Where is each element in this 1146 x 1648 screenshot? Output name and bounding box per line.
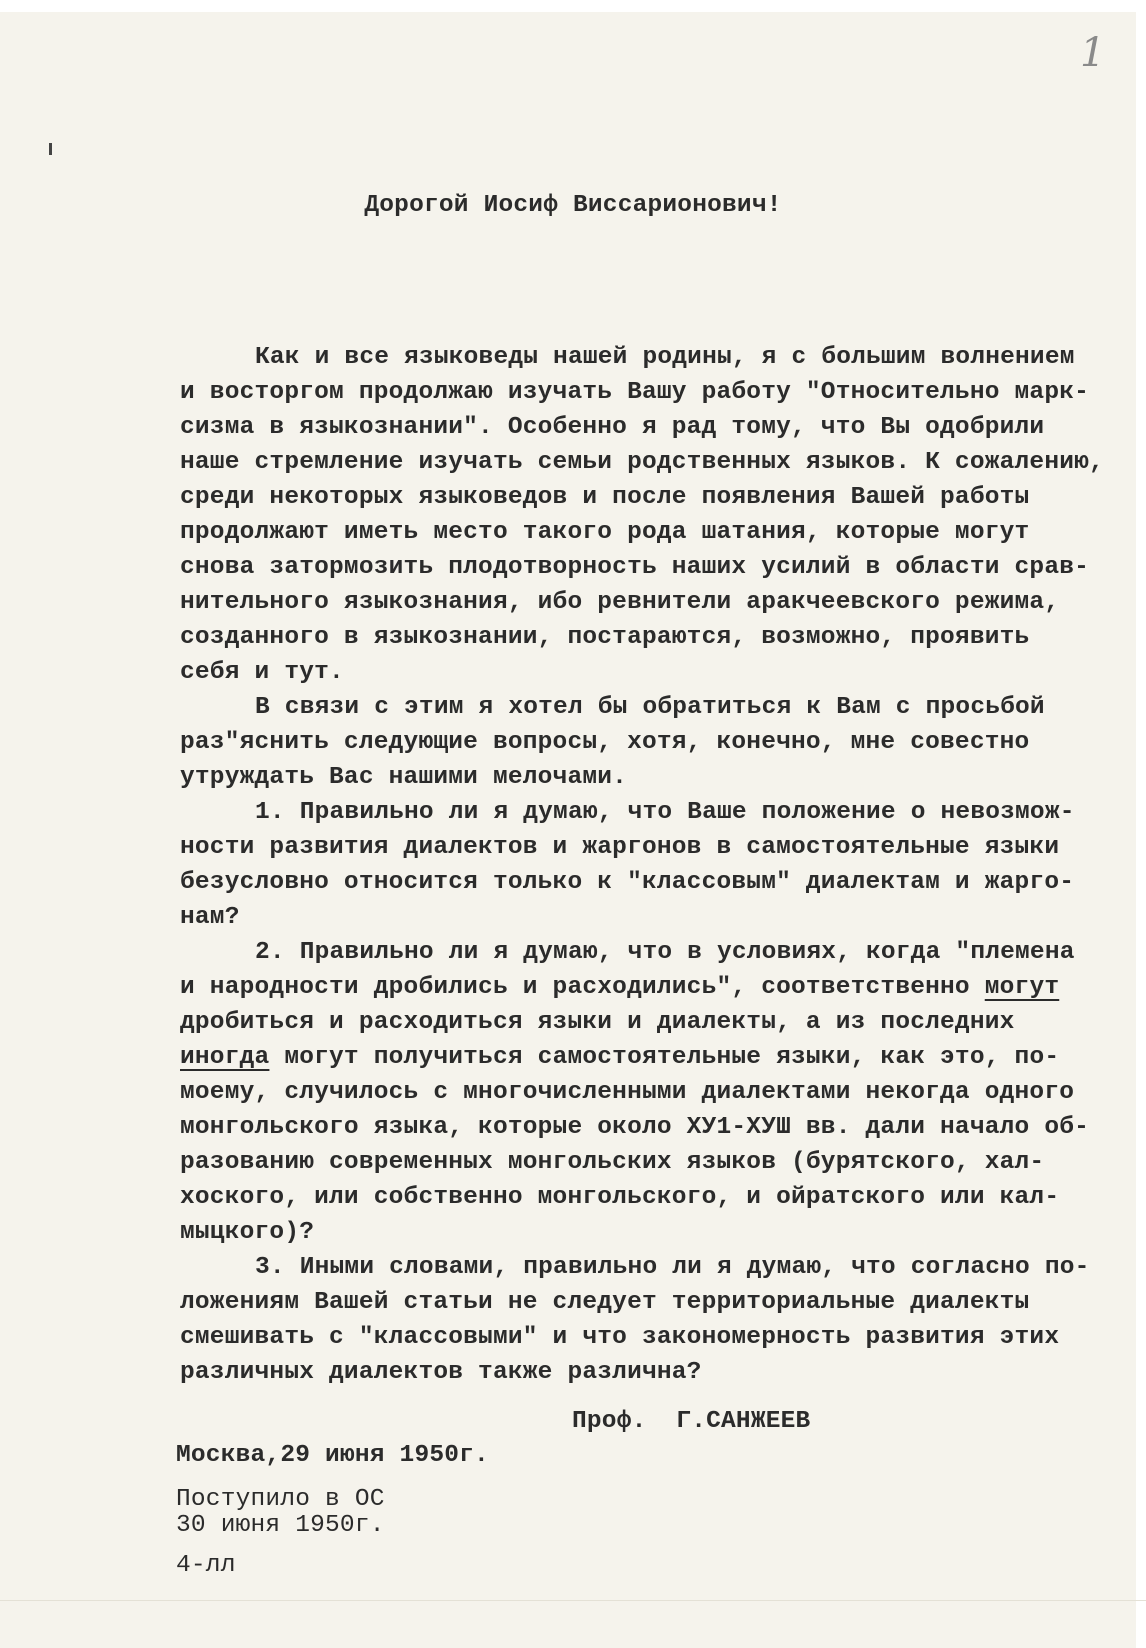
place-and-date: Москва,29 июня 1950г.	[176, 1442, 489, 1469]
question-1-line: 1. Правильно ли я думаю, что Ваше положение о невозмож-	[255, 799, 1075, 826]
paragraph-2-line: раз"яснить следующие вопросы, хотя, конечно, мне совестно	[180, 729, 1030, 756]
question-2-line: мыцкого)?	[180, 1219, 315, 1246]
handwritten-page-number: 1	[1080, 30, 1106, 76]
question-2-line	[180, 970, 1115, 1005]
sheet-count: 4-лл	[176, 1552, 236, 1579]
question-2-line: разованию современных монгольских языков (бурятского, хал-	[180, 1149, 1045, 1176]
paragraph-2-line: утруждать Вас нашими мелочами.	[180, 764, 628, 791]
paragraph-1-line: наше стремление изучать семьи родственных языков. К сожалению,	[180, 449, 1104, 476]
margin-mark	[49, 143, 52, 155]
received-label: Поступило в ОС	[176, 1486, 385, 1513]
question-1-line: нам?	[180, 904, 240, 931]
signature: Проф. Г.САНЖЕЕВ	[572, 1408, 811, 1435]
question-2-line	[180, 1040, 1115, 1075]
paragraph-1-line: нительного языкознания, ибо ревнители аракчеевского режима,	[180, 589, 1060, 616]
question-2-line: 2. Правильно ли я думаю, что в условиях, когда "племена	[255, 939, 1075, 966]
paragraph-1-line: снова затормозить плодотворность наших усилий в области срав-	[180, 554, 1090, 581]
underlined-word: могут	[984, 974, 1060, 1001]
scan-border-top	[0, 0, 1146, 12]
paragraph-1-line: среди некоторых языковедов и после появления Вашей работы	[180, 484, 1030, 511]
received-date: 30 июня 1950г.	[176, 1512, 385, 1539]
paper-fold-line	[0, 1600, 1146, 1601]
question-3-line: различных диалектов также различна?	[180, 1359, 702, 1386]
received-stamp	[176, 1487, 385, 1539]
question-2-line: монгольского языка, которые около ХУ1-ХУШ вв. дали начало об-	[180, 1114, 1090, 1141]
question-3-line: 3. Иными словами, правильно ли я думаю, что согласно по-	[255, 1254, 1090, 1281]
paragraph-1-line: и восторгом продолжаю изучать Вашу работу "Относительно марк-	[180, 379, 1090, 406]
question-2-text: и народности дробились и расходились", соответственно	[180, 974, 985, 1001]
salutation: Дорогой Иосиф Виссарионович!	[364, 192, 782, 219]
question-2-line: дробиться и расходиться языки и диалекты, а из последних	[180, 1009, 1015, 1036]
question-2-line: моему, случилось с многочисленными диалектами некогда одного	[180, 1079, 1075, 1106]
paragraph-1-line: продолжают иметь место такого рода шатания, которые могут	[180, 519, 1030, 546]
paragraph-1-line: себя и тут.	[180, 659, 344, 686]
underlined-word: иногда	[180, 1044, 270, 1071]
question-3-line: смешивать с "классовыми" и что закономерность развития этих	[180, 1324, 1060, 1351]
letter-body	[180, 340, 1115, 1390]
question-1-line: ности развития диалектов и жаргонов в самостоятельные языки	[180, 834, 1060, 861]
paragraph-1-line: созданного в языкознании, постараются, возможно, проявить	[180, 624, 1030, 651]
paragraph-1-line: Как и все языковеды нашей родины, я с большим волнением	[255, 344, 1075, 371]
paragraph-1-line: сизма в языкознании". Особенно я рад тому, что Вы одобрили	[180, 414, 1045, 441]
question-1-line: безусловно относится только к "классовым" диалектам и жарго-	[180, 869, 1075, 896]
paragraph-2-line: В связи с этим я хотел бы обратиться к Вам с просьбой	[255, 694, 1045, 721]
scan-border-right	[1136, 0, 1146, 1648]
question-2-line: хоского, или собственно монгольского, и ойратского или кал-	[180, 1184, 1060, 1211]
question-3-line: ложениям Вашей статьи не следует территориальные диалекты	[180, 1289, 1030, 1316]
question-2-text: могут получиться самостоятельные языки, как это, по-	[269, 1044, 1060, 1071]
